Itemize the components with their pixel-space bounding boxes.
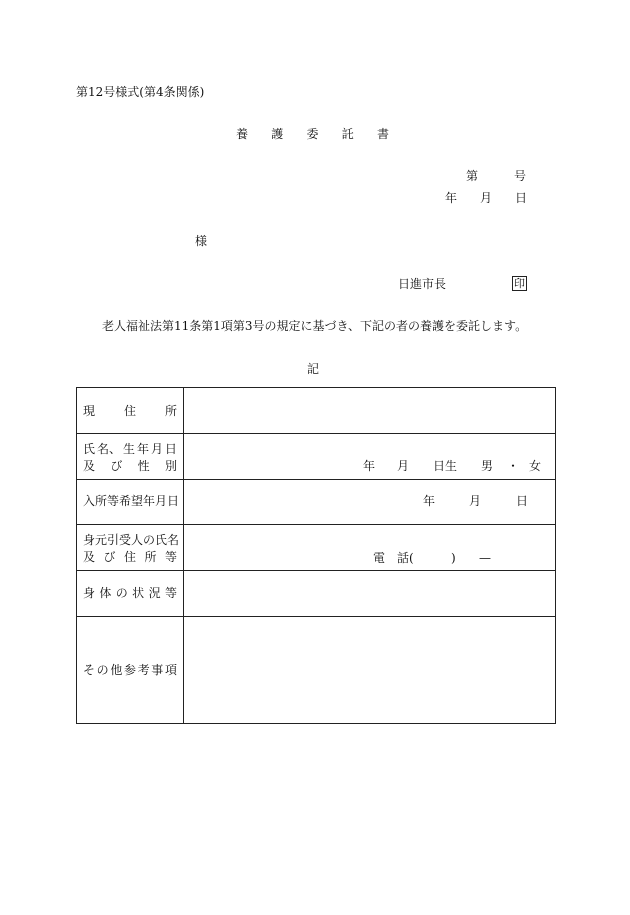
statement-text: 老人福祉法第11条第1項第3号の規定に基づき、下記の者の養護を委託します。 xyxy=(102,319,528,333)
physical-condition-field[interactable] xyxy=(185,572,553,614)
phone-dash: — xyxy=(479,551,491,565)
sex-separator: ・ xyxy=(507,459,520,473)
addressee-honorific: 様 xyxy=(195,234,208,248)
admission-date-label: 入所等希望年月日 xyxy=(83,494,180,508)
guarantor-label-line2: 及 び 住 所 等 xyxy=(83,550,177,564)
address-value-field[interactable] xyxy=(185,390,553,430)
phone-label: 電 話 xyxy=(373,551,410,565)
physical-condition-label: 身 体 の 状 況 等 xyxy=(83,586,177,600)
birth-month-label: 月 xyxy=(397,459,410,473)
sex-female-option[interactable]: 女 xyxy=(529,459,542,473)
form-number: 第12号様式(第4条関係) xyxy=(76,85,205,99)
title-char: 養 xyxy=(236,127,249,141)
document-number-suffix: 号 xyxy=(514,169,527,183)
document-title xyxy=(236,128,389,140)
admission-month-label: 月 xyxy=(469,494,482,508)
birth-year-label: 年 xyxy=(363,459,376,473)
phone-open-paren: ( xyxy=(409,551,414,565)
title-char: 護 xyxy=(271,127,284,141)
issue-date-month: 月 xyxy=(480,191,493,205)
title-char: 託 xyxy=(341,127,354,141)
document-number-prefix: 第 xyxy=(466,169,479,183)
issuer-name: 日進市長 xyxy=(398,277,447,291)
table-row-divider xyxy=(77,524,555,525)
birth-day-label: 日生 xyxy=(433,459,458,473)
address-label: 現 住 所 xyxy=(83,404,177,418)
ki-heading: 記 xyxy=(307,362,320,376)
title-char: 書 xyxy=(376,127,389,141)
other-notes-field[interactable] xyxy=(185,619,553,721)
seal-box: 印 xyxy=(514,277,525,290)
other-notes-label: そ の 他 参 考 事 項 xyxy=(83,663,177,677)
table-row-divider xyxy=(77,433,555,434)
table-column-divider xyxy=(183,388,184,723)
admission-year-label: 年 xyxy=(423,494,436,508)
name-birth-label-line2: 及 び 性 別 xyxy=(83,459,177,473)
table-row-divider xyxy=(77,616,555,617)
sex-male-option[interactable]: 男 xyxy=(481,459,494,473)
form-table xyxy=(76,387,556,724)
phone-close-paren: ) xyxy=(451,551,456,565)
title-char: 委 xyxy=(306,127,319,141)
name-birth-label-line1: 氏 名、 生 年 月 日 xyxy=(83,442,177,456)
guarantor-label-line1: 身元引受人の氏名 xyxy=(83,533,180,547)
issue-date-year: 年 xyxy=(445,191,458,205)
issue-date-day: 日 xyxy=(515,191,528,205)
table-row-divider xyxy=(77,570,555,571)
admission-day-label: 日 xyxy=(516,494,529,508)
table-row-divider xyxy=(77,479,555,480)
